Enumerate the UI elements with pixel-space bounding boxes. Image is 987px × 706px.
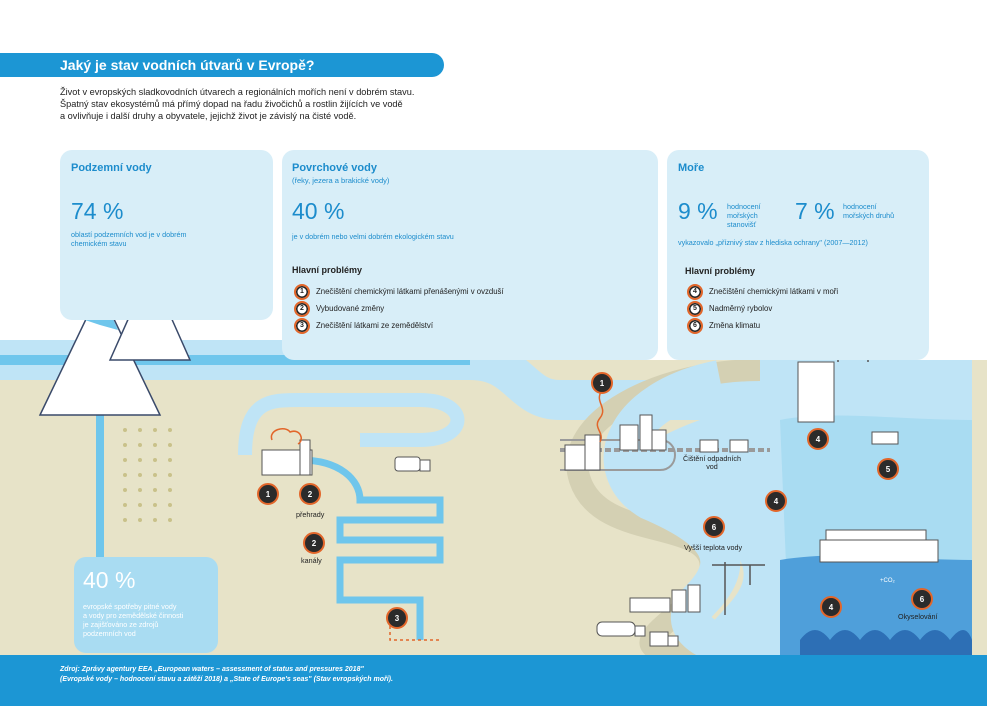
- intro-line: a ovlivňuje i další druhy a obyvatele, jejichž život je závislý na čisté vodě.: [60, 111, 357, 121]
- canals-label: kanály: [301, 556, 322, 565]
- intro-line: Život v evropských sladkovodních útvarech a regionálních mořích není v dobrém stavu.: [60, 87, 415, 97]
- sea-caption-species: hodnocení mořských druhů: [843, 202, 895, 220]
- groundwater-heading: Podzemní vody: [71, 162, 152, 174]
- sea-percent-species: 7 %: [795, 198, 835, 224]
- sea-caption-habitats: hodnocení mořských stanovišť: [727, 202, 761, 229]
- consumption-line: je zajišťováno ze zdrojů: [83, 620, 159, 629]
- sea-note: vykazovalo „příznivý stav z hlediska ochrany" (2007—2012): [678, 238, 868, 247]
- marker-1-sewage-air: 1: [591, 372, 613, 394]
- sea-heading: Moře: [678, 162, 705, 174]
- marker-4-outfall: 4: [765, 490, 787, 512]
- dams-label: přehrady: [296, 510, 325, 519]
- source-footer: [0, 655, 987, 706]
- marker-6-acidification: 6: [911, 588, 933, 610]
- page-title: Jaký je stav vodních útvarů v Evropě?: [60, 57, 315, 73]
- marker-6-temperature: 6: [703, 516, 725, 538]
- consumption-caption: [83, 602, 183, 638]
- groundwater-percent: 74 %: [71, 198, 124, 224]
- surface-problems-heading: Hlavní problémy: [292, 265, 363, 275]
- consumption-box: [74, 557, 218, 653]
- groundwater-caption: oblastí podzemních vod je v dobrém chemickém stavu: [71, 230, 187, 248]
- sea-problems-heading: Hlavní problémy: [685, 266, 756, 276]
- surface-caption: je v dobrém nebo velmi dobrém ekologickém stavu: [292, 232, 454, 241]
- sea-percent-habitats: 9 %: [678, 198, 718, 224]
- consumption-line: evropské spotřeby pitné vody: [83, 602, 177, 611]
- intro-text: [60, 86, 430, 122]
- problem-number: 5: [687, 301, 703, 317]
- problem-number: 3: [294, 318, 310, 334]
- problem-item: [687, 301, 838, 316]
- surface-panel: [282, 150, 658, 360]
- temperature-label: Vyšší teplota vody: [684, 543, 743, 552]
- problem-number: 6: [687, 318, 703, 334]
- problem-item: [294, 301, 504, 316]
- marker-3-agriculture: 3: [386, 607, 408, 629]
- intro-line: Špatný stav ekosystémů má přímý dopad na řadu živočichů a rostlin žijících ve vodě: [60, 99, 403, 109]
- problem-number: 4: [687, 284, 703, 300]
- problem-text: Znečištění chemickými látkami v moři: [709, 287, 839, 296]
- marker-5-fishing: 5: [877, 458, 899, 480]
- surface-percent: 40 %: [292, 198, 345, 224]
- consumption-percent: 40 %: [83, 567, 136, 593]
- problem-text: Znečištění chemickými látkami přenášenými v ovzduší: [316, 287, 504, 296]
- marker-2-dams: 2: [299, 483, 321, 505]
- title-bar: [0, 53, 444, 77]
- marker-2-canals: 2: [303, 532, 325, 554]
- problem-text: Znečištění látkami ze zemědělství: [316, 321, 433, 330]
- wastewater-label: Čištění odpadních vod: [683, 454, 741, 471]
- problem-text: Změna klimatu: [709, 321, 761, 330]
- problem-item: [687, 284, 838, 299]
- sea-problems-list: [687, 284, 838, 333]
- sea-panel: [667, 150, 929, 360]
- problem-text: Nadměrný rybolov: [709, 304, 773, 313]
- problem-item: [687, 318, 838, 333]
- marker-1-air-pollution: 1: [257, 483, 279, 505]
- surface-problems-list: [294, 284, 504, 333]
- consumption-line: a vody pro zemědělské činnosti: [83, 611, 184, 620]
- co2-label: +CO₂: [880, 578, 895, 584]
- consumption-line: podzemních vod: [83, 629, 136, 638]
- problem-item: [294, 318, 504, 333]
- surface-heading: Povrchové vody: [292, 162, 377, 174]
- surface-subheading: (řeky, jezera a brakické vody): [292, 176, 390, 185]
- source-line-2: (Evropské vody – hodnocení stavu a zátěží 2018) a „State of Europe's seas" (Stav evropských moří).: [60, 676, 393, 683]
- groundwater-panel: [60, 150, 273, 320]
- problem-text: Vybudované změny: [316, 304, 385, 313]
- source-line-1: Zdroj: Zprávy agentury EEA „European waters – assessment of status and pressures 2018": [60, 666, 364, 673]
- marker-4-sea: 4: [807, 428, 829, 450]
- marker-4-shipping: 4: [820, 596, 842, 618]
- problem-item: [294, 284, 504, 299]
- problem-number: 2: [294, 301, 310, 317]
- acidification-label: Okyselování: [898, 612, 938, 621]
- problem-number: 1: [294, 284, 310, 300]
